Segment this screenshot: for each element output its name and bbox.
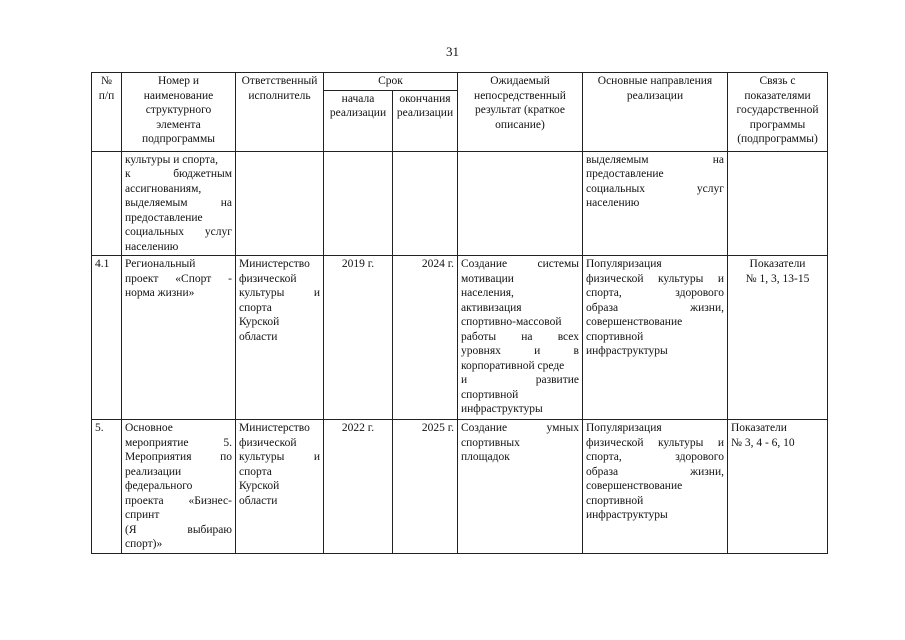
cell-end: 2025 г. xyxy=(393,420,458,554)
cell-end: 2024 г. xyxy=(393,256,458,420)
cell-link: Показатели № 3, 4 - 6, 10 xyxy=(728,420,828,554)
cell-directions: выделяемым на предоставление социальных услуг населению xyxy=(583,151,728,256)
cell-result: Создание умных спортивных площадок xyxy=(458,420,583,554)
cell-name: Основное мероприятие 5. Мероприятия по реализации федерального проекта «Бизнес- спринт (Я выбираю спорт)» xyxy=(122,420,236,554)
header-name: Номер и наименование структурного элемента подпрограммы xyxy=(122,73,236,152)
cell-num: 5. xyxy=(92,420,122,554)
header-term: Срок xyxy=(324,73,458,91)
cell-num xyxy=(92,151,122,256)
header-responsible: Ответственный исполнитель xyxy=(236,73,324,152)
header-end: окончания реализации xyxy=(393,90,458,151)
page-number: 31 xyxy=(446,44,459,59)
cell-directions: Популяризация физической культуры и спорта, здорового образа жизни, совершенствование спортивной инфраструктуры xyxy=(583,420,728,554)
table-row xyxy=(92,151,828,256)
table-row xyxy=(92,420,828,554)
cell-name: культуры и спорта, к бюджетным ассигнованиям, выделяемым на предоставление социальных услуг населению xyxy=(122,151,236,256)
cell-responsible: Министерство физической культуры и спорта Курской области xyxy=(236,420,324,554)
cell-directions: Популяризация физической культуры и спорта, здорового образа жизни, совершенствование спортивной инфраструктуры xyxy=(583,256,728,420)
cell-responsible: Министерство физической культуры и спорта Курской области xyxy=(236,256,324,420)
cell-start: 2019 г. xyxy=(324,256,393,420)
header-result: Ожидаемый непосредственный результат (краткое описание) xyxy=(458,73,583,152)
cell-end xyxy=(393,151,458,256)
cell-name: Региональный проект «Спорт - норма жизни» xyxy=(122,256,236,420)
table-row xyxy=(92,256,828,420)
cell-responsible xyxy=(236,151,324,256)
header-start: начала реализации xyxy=(324,90,393,151)
header-row-1 xyxy=(92,73,828,91)
cell-start xyxy=(324,151,393,256)
cell-result: Создание системы мотивации населения, активизация спортивно-массовой работы на всех уровнях и в корпоративной среде и развитие спортивной инфраструктуры xyxy=(458,256,583,420)
header-link: Связь с показателями государственной программы (подпрограммы) xyxy=(728,73,828,152)
cell-link: Показатели № 1, 3, 13-15 xyxy=(728,256,828,420)
cell-link xyxy=(728,151,828,256)
cell-num: 4.1 xyxy=(92,256,122,420)
cell-start: 2022 г. xyxy=(324,420,393,554)
cell-result xyxy=(458,151,583,256)
header-num: № п/п xyxy=(92,73,122,152)
program-table xyxy=(91,72,828,554)
header-directions: Основные направления реализации xyxy=(583,73,728,152)
